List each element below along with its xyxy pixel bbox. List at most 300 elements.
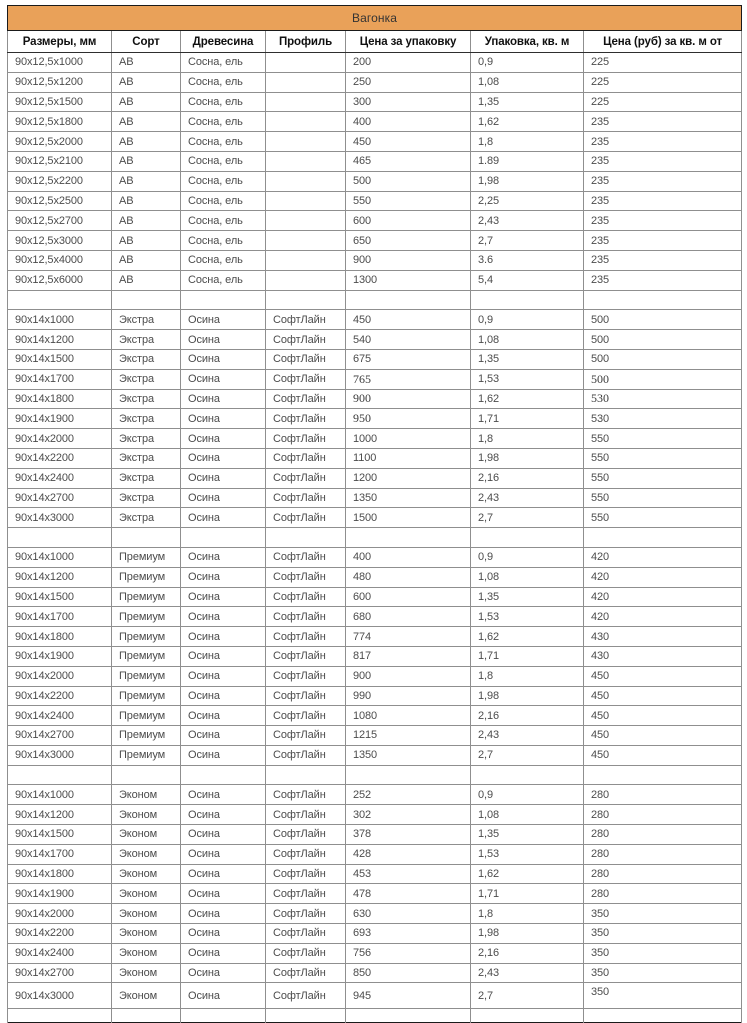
- empty-cell: [346, 1009, 471, 1023]
- cell-wood: Осина: [181, 904, 266, 924]
- cell-price-sqm: 235: [584, 151, 742, 171]
- cell-wood: Осина: [181, 310, 266, 330]
- cell-wood: Сосна, ель: [181, 132, 266, 152]
- cell-price-pack: 693: [346, 924, 471, 944]
- cell-pack-area: 2,16: [471, 468, 584, 488]
- cell-price-pack: 252: [346, 785, 471, 805]
- cell-size: 90х14х2400: [8, 943, 112, 963]
- cell-wood: Осина: [181, 646, 266, 666]
- cell-price-pack: 945: [346, 983, 471, 1009]
- cell-grade: Премиум: [112, 666, 181, 686]
- cell-size: 90х14х1200: [8, 330, 112, 350]
- cell-profile: СофтЛайн: [266, 805, 346, 825]
- empty-cell: [181, 765, 266, 785]
- cell-price-sqm: 550: [584, 488, 742, 508]
- col-header-wood: Древесина: [181, 31, 266, 53]
- cell-wood: Осина: [181, 409, 266, 429]
- empty-cell: [266, 528, 346, 548]
- cell-price-sqm: 235: [584, 191, 742, 211]
- cell-wood: Осина: [181, 963, 266, 983]
- cell-price-sqm: 350: [584, 904, 742, 924]
- cell-price-pack: 1080: [346, 706, 471, 726]
- cell-profile: СофтЛайн: [266, 409, 346, 429]
- cell-size: 90х12,5х1500: [8, 92, 112, 112]
- cell-price-sqm: 280: [584, 864, 742, 884]
- cell-price-sqm: 280: [584, 844, 742, 864]
- empty-cell: [181, 290, 266, 310]
- cell-price-sqm: 235: [584, 112, 742, 132]
- cell-profile: СофтЛайн: [266, 587, 346, 607]
- empty-cell: [471, 1009, 584, 1023]
- cell-price-pack: 450: [346, 132, 471, 152]
- cell-size: 90х14х3000: [8, 745, 112, 765]
- cell-price-pack: 465: [346, 151, 471, 171]
- cell-size: 90х14х2200: [8, 448, 112, 468]
- table-row: [8, 310, 742, 330]
- cell-price-pack: 500: [346, 171, 471, 191]
- cell-wood: Осина: [181, 389, 266, 409]
- cell-price-pack: 400: [346, 112, 471, 132]
- cell-price-pack: 675: [346, 349, 471, 369]
- cell-price-pack: 1500: [346, 508, 471, 528]
- cell-size: 90х14х1000: [8, 785, 112, 805]
- cell-price-pack: 300: [346, 92, 471, 112]
- cell-price-pack: 450: [346, 310, 471, 330]
- cell-price-pack: 765: [346, 369, 471, 389]
- cell-profile: [266, 191, 346, 211]
- cell-pack-area: 0,9: [471, 53, 584, 73]
- cell-pack-area: 1,08: [471, 567, 584, 587]
- cell-price-sqm: 420: [584, 587, 742, 607]
- cell-price-sqm: 530: [584, 409, 742, 429]
- cell-size: 90х14х2200: [8, 924, 112, 944]
- cell-price-sqm: 350: [584, 943, 742, 963]
- cell-price-sqm: 235: [584, 171, 742, 191]
- table-row: [8, 231, 742, 251]
- cell-grade: Эконом: [112, 983, 181, 1009]
- cell-grade: Экстра: [112, 508, 181, 528]
- empty-cell: [112, 528, 181, 548]
- cell-price-sqm: 350: [584, 924, 742, 944]
- cell-wood: Сосна, ель: [181, 231, 266, 251]
- table-row: [8, 409, 742, 429]
- cell-profile: [266, 171, 346, 191]
- empty-cell: [584, 528, 742, 548]
- cell-price-pack: 1300: [346, 270, 471, 290]
- empty-cell: [181, 528, 266, 548]
- table-title-row: [8, 6, 742, 31]
- cell-pack-area: 1,71: [471, 884, 584, 904]
- cell-price-sqm: 350: [584, 963, 742, 983]
- cell-size: 90х14х1900: [8, 409, 112, 429]
- empty-cell: [346, 528, 471, 548]
- cell-profile: СофтЛайн: [266, 567, 346, 587]
- cell-price-pack: 400: [346, 547, 471, 567]
- table-row: [8, 508, 742, 528]
- cell-profile: СофтЛайн: [266, 904, 346, 924]
- table-row: [8, 488, 742, 508]
- cell-pack-area: 2,43: [471, 488, 584, 508]
- cell-profile: [266, 53, 346, 73]
- table-row: [8, 369, 742, 389]
- cell-profile: [266, 132, 346, 152]
- cell-size: 90х14х1700: [8, 369, 112, 389]
- table-row: [8, 943, 742, 963]
- cell-profile: СофтЛайн: [266, 330, 346, 350]
- cell-price-sqm: 550: [584, 468, 742, 488]
- cell-pack-area: 1,62: [471, 389, 584, 409]
- cell-pack-area: 2,43: [471, 963, 584, 983]
- cell-pack-area: 1,8: [471, 904, 584, 924]
- cell-price-pack: 900: [346, 389, 471, 409]
- cell-wood: Осина: [181, 468, 266, 488]
- cell-price-sqm: 500: [584, 349, 742, 369]
- cell-wood: Осина: [181, 706, 266, 726]
- cell-grade: Премиум: [112, 686, 181, 706]
- table-row: [8, 468, 742, 488]
- cell-profile: СофтЛайн: [266, 686, 346, 706]
- table-row: [8, 132, 742, 152]
- col-header-profile: Профиль: [266, 31, 346, 53]
- table-row: [8, 607, 742, 627]
- table-body: [8, 53, 742, 1023]
- cell-grade: Экстра: [112, 488, 181, 508]
- empty-cell: [266, 1009, 346, 1023]
- cell-size: 90х14х1200: [8, 805, 112, 825]
- cell-profile: СофтЛайн: [266, 745, 346, 765]
- cell-size: 90х14х1000: [8, 310, 112, 330]
- cell-profile: [266, 250, 346, 270]
- cell-size: 90х14х1900: [8, 646, 112, 666]
- cell-price-pack: 900: [346, 666, 471, 686]
- cell-grade: АВ: [112, 270, 181, 290]
- partial-bottom-row: [8, 1009, 742, 1023]
- col-header-pack-area: Упаковка, кв. м: [471, 31, 584, 53]
- cell-price-pack: 250: [346, 72, 471, 92]
- cell-grade: Эконом: [112, 904, 181, 924]
- cell-price-pack: 680: [346, 607, 471, 627]
- table-row: [8, 706, 742, 726]
- cell-size: 90х14х2400: [8, 706, 112, 726]
- col-header-price-pack: Цена за упаковку: [346, 31, 471, 53]
- cell-price-sqm: 500: [584, 310, 742, 330]
- cell-pack-area: 2,7: [471, 745, 584, 765]
- cell-price-pack: 480: [346, 567, 471, 587]
- cell-size: 90х14х2000: [8, 666, 112, 686]
- cell-price-sqm: 225: [584, 72, 742, 92]
- cell-price-pack: 774: [346, 627, 471, 647]
- cell-wood: Осина: [181, 429, 266, 449]
- cell-wood: Осина: [181, 686, 266, 706]
- empty-cell: [584, 765, 742, 785]
- cell-price-sqm: 225: [584, 92, 742, 112]
- cell-wood: Осина: [181, 785, 266, 805]
- table-row: [8, 270, 742, 290]
- cell-pack-area: 1,98: [471, 686, 584, 706]
- cell-size: 90х14х2700: [8, 963, 112, 983]
- empty-cell: [112, 765, 181, 785]
- cell-profile: [266, 231, 346, 251]
- cell-size: 90х14х1700: [8, 607, 112, 627]
- table-row: [8, 330, 742, 350]
- cell-grade: Эконом: [112, 864, 181, 884]
- cell-pack-area: 2,7: [471, 983, 584, 1009]
- cell-grade: АВ: [112, 191, 181, 211]
- cell-price-pack: 200: [346, 53, 471, 73]
- cell-price-sqm: 450: [584, 726, 742, 746]
- cell-pack-area: 0,9: [471, 310, 584, 330]
- cell-wood: Осина: [181, 369, 266, 389]
- cell-wood: Осина: [181, 547, 266, 567]
- cell-wood: Сосна, ель: [181, 191, 266, 211]
- vagonka-price-table: [7, 5, 742, 1023]
- empty-cell: [471, 765, 584, 785]
- cell-pack-area: 1,08: [471, 330, 584, 350]
- cell-price-pack: 540: [346, 330, 471, 350]
- empty-cell: [8, 765, 112, 785]
- cell-price-sqm: 530: [584, 389, 742, 409]
- cell-price-sqm: 280: [584, 884, 742, 904]
- cell-pack-area: 1,35: [471, 349, 584, 369]
- cell-size: 90х14х1000: [8, 547, 112, 567]
- empty-cell: [266, 765, 346, 785]
- empty-cell: [584, 290, 742, 310]
- cell-pack-area: 0,9: [471, 547, 584, 567]
- cell-price-pack: 478: [346, 884, 471, 904]
- cell-profile: СофтЛайн: [266, 488, 346, 508]
- table-row: [8, 567, 742, 587]
- section-spacer-row: [8, 290, 742, 310]
- cell-price-sqm: 450: [584, 686, 742, 706]
- cell-price-pack: 302: [346, 805, 471, 825]
- cell-price-pack: 428: [346, 844, 471, 864]
- cell-price-sqm: 235: [584, 270, 742, 290]
- cell-pack-area: 2,43: [471, 726, 584, 746]
- empty-cell: [8, 1009, 112, 1023]
- cell-profile: СофтЛайн: [266, 785, 346, 805]
- cell-size: 90х14х1200: [8, 567, 112, 587]
- cell-grade: Эконом: [112, 785, 181, 805]
- cell-wood: Осина: [181, 924, 266, 944]
- cell-price-sqm: 280: [584, 785, 742, 805]
- table-row: [8, 963, 742, 983]
- table-row: [8, 389, 742, 409]
- cell-price-pack: 990: [346, 686, 471, 706]
- cell-pack-area: 5,4: [471, 270, 584, 290]
- cell-pack-area: 2,16: [471, 706, 584, 726]
- cell-grade: АВ: [112, 72, 181, 92]
- cell-price-sqm: 450: [584, 666, 742, 686]
- cell-profile: СофтЛайн: [266, 825, 346, 845]
- cell-size: 90х14х2000: [8, 904, 112, 924]
- cell-wood: Осина: [181, 330, 266, 350]
- empty-cell: [181, 1009, 266, 1023]
- table-row: [8, 983, 742, 1009]
- cell-pack-area: 1,62: [471, 627, 584, 647]
- table-row: [8, 646, 742, 666]
- cell-price-sqm: 420: [584, 547, 742, 567]
- cell-profile: СофтЛайн: [266, 369, 346, 389]
- cell-grade: Эконом: [112, 924, 181, 944]
- cell-pack-area: 1.89: [471, 151, 584, 171]
- cell-pack-area: 1,35: [471, 92, 584, 112]
- cell-size: 90х12,5х2100: [8, 151, 112, 171]
- cell-price-pack: 453: [346, 864, 471, 884]
- cell-grade: Премиум: [112, 646, 181, 666]
- empty-cell: [346, 765, 471, 785]
- cell-profile: [266, 72, 346, 92]
- cell-size: 90х14х1800: [8, 389, 112, 409]
- cell-price-sqm: 225: [584, 53, 742, 73]
- cell-size: 90х14х2700: [8, 488, 112, 508]
- cell-grade: Эконом: [112, 844, 181, 864]
- cell-profile: [266, 211, 346, 231]
- cell-size: 90х12,5х2700: [8, 211, 112, 231]
- cell-profile: [266, 270, 346, 290]
- cell-wood: Осина: [181, 943, 266, 963]
- table-row: [8, 151, 742, 171]
- cell-price-sqm: 235: [584, 132, 742, 152]
- cell-pack-area: 1,98: [471, 924, 584, 944]
- cell-price-sqm: 235: [584, 231, 742, 251]
- empty-cell: [471, 528, 584, 548]
- cell-price-sqm: 420: [584, 567, 742, 587]
- cell-wood: Осина: [181, 627, 266, 647]
- cell-grade: Премиум: [112, 706, 181, 726]
- cell-price-pack: 850: [346, 963, 471, 983]
- section-spacer-row: [8, 528, 742, 548]
- table-row: [8, 448, 742, 468]
- cell-size: 90х12,5х3000: [8, 231, 112, 251]
- cell-price-sqm: 430: [584, 646, 742, 666]
- col-header-grade: Сорт: [112, 31, 181, 53]
- cell-profile: СофтЛайн: [266, 448, 346, 468]
- cell-pack-area: 1,53: [471, 369, 584, 389]
- table-row: [8, 745, 742, 765]
- table-row: [8, 349, 742, 369]
- cell-grade: Премиум: [112, 567, 181, 587]
- cell-price-sqm: 550: [584, 429, 742, 449]
- cell-size: 90х14х2700: [8, 726, 112, 746]
- cell-size: 90х14х2400: [8, 468, 112, 488]
- cell-price-pack: 378: [346, 825, 471, 845]
- cell-wood: Сосна, ель: [181, 53, 266, 73]
- table-row: [8, 547, 742, 567]
- cell-pack-area: 2,25: [471, 191, 584, 211]
- empty-cell: [471, 290, 584, 310]
- cell-grade: Экстра: [112, 468, 181, 488]
- cell-wood: Осина: [181, 825, 266, 845]
- empty-cell: [346, 290, 471, 310]
- cell-price-sqm: 235: [584, 211, 742, 231]
- cell-size: 90х12,5х6000: [8, 270, 112, 290]
- table-row: [8, 250, 742, 270]
- cell-wood: Осина: [181, 488, 266, 508]
- cell-price-sqm: 550: [584, 508, 742, 528]
- cell-size: 90х12,5х4000: [8, 250, 112, 270]
- cell-wood: Осина: [181, 349, 266, 369]
- cell-price-pack: 1200: [346, 468, 471, 488]
- empty-cell: [112, 290, 181, 310]
- cell-pack-area: 1,53: [471, 844, 584, 864]
- cell-wood: Осина: [181, 448, 266, 468]
- cell-grade: Эконом: [112, 825, 181, 845]
- cell-size: 90х12,5х1800: [8, 112, 112, 132]
- cell-wood: Сосна, ель: [181, 270, 266, 290]
- cell-size: 90х12,5х2500: [8, 191, 112, 211]
- cell-size: 90х14х1700: [8, 844, 112, 864]
- cell-size: 90х14х1800: [8, 627, 112, 647]
- table-row: [8, 864, 742, 884]
- cell-price-sqm: 430: [584, 627, 742, 647]
- cell-grade: Экстра: [112, 310, 181, 330]
- cell-pack-area: 1,53: [471, 607, 584, 627]
- col-header-size: Размеры, мм: [8, 31, 112, 53]
- cell-price-sqm: 235: [584, 250, 742, 270]
- cell-pack-area: 1,35: [471, 587, 584, 607]
- empty-cell: [8, 528, 112, 548]
- cell-profile: [266, 112, 346, 132]
- table-row: [8, 924, 742, 944]
- cell-pack-area: 1,62: [471, 112, 584, 132]
- cell-grade: АВ: [112, 250, 181, 270]
- cell-price-pack: 650: [346, 231, 471, 251]
- cell-wood: Осина: [181, 726, 266, 746]
- cell-pack-area: 1,08: [471, 72, 584, 92]
- cell-grade: Премиум: [112, 547, 181, 567]
- table-row: [8, 53, 742, 73]
- cell-grade: Эконом: [112, 943, 181, 963]
- cell-size: 90х12,5х2000: [8, 132, 112, 152]
- cell-price-pack: 1350: [346, 488, 471, 508]
- empty-cell: [8, 290, 112, 310]
- cell-price-sqm: 280: [584, 825, 742, 845]
- cell-price-sqm: 500: [584, 330, 742, 350]
- table-row: [8, 884, 742, 904]
- cell-size: 90х14х1900: [8, 884, 112, 904]
- cell-profile: СофтЛайн: [266, 726, 346, 746]
- cell-size: 90х14х2000: [8, 429, 112, 449]
- table-row: [8, 825, 742, 845]
- cell-profile: СофтЛайн: [266, 943, 346, 963]
- cell-price-pack: 1000: [346, 429, 471, 449]
- cell-profile: [266, 151, 346, 171]
- empty-cell: [266, 290, 346, 310]
- cell-grade: Премиум: [112, 587, 181, 607]
- table-row: [8, 171, 742, 191]
- cell-price-pack: 1215: [346, 726, 471, 746]
- cell-wood: Осина: [181, 884, 266, 904]
- cell-pack-area: 1,71: [471, 409, 584, 429]
- cell-profile: СофтЛайн: [266, 508, 346, 528]
- empty-cell: [112, 1009, 181, 1023]
- cell-size: 90х14х2200: [8, 686, 112, 706]
- cell-grade: АВ: [112, 132, 181, 152]
- cell-pack-area: 1,08: [471, 805, 584, 825]
- cell-profile: СофтЛайн: [266, 646, 346, 666]
- cell-price-pack: 1100: [346, 448, 471, 468]
- table-row: [8, 666, 742, 686]
- cell-pack-area: 1,8: [471, 132, 584, 152]
- cell-profile: СофтЛайн: [266, 666, 346, 686]
- cell-grade: АВ: [112, 53, 181, 73]
- cell-grade: Премиум: [112, 607, 181, 627]
- empty-cell: [584, 1009, 742, 1023]
- cell-profile: СофтЛайн: [266, 310, 346, 330]
- cell-price-pack: 1350: [346, 745, 471, 765]
- table-row: [8, 112, 742, 132]
- cell-profile: СофтЛайн: [266, 706, 346, 726]
